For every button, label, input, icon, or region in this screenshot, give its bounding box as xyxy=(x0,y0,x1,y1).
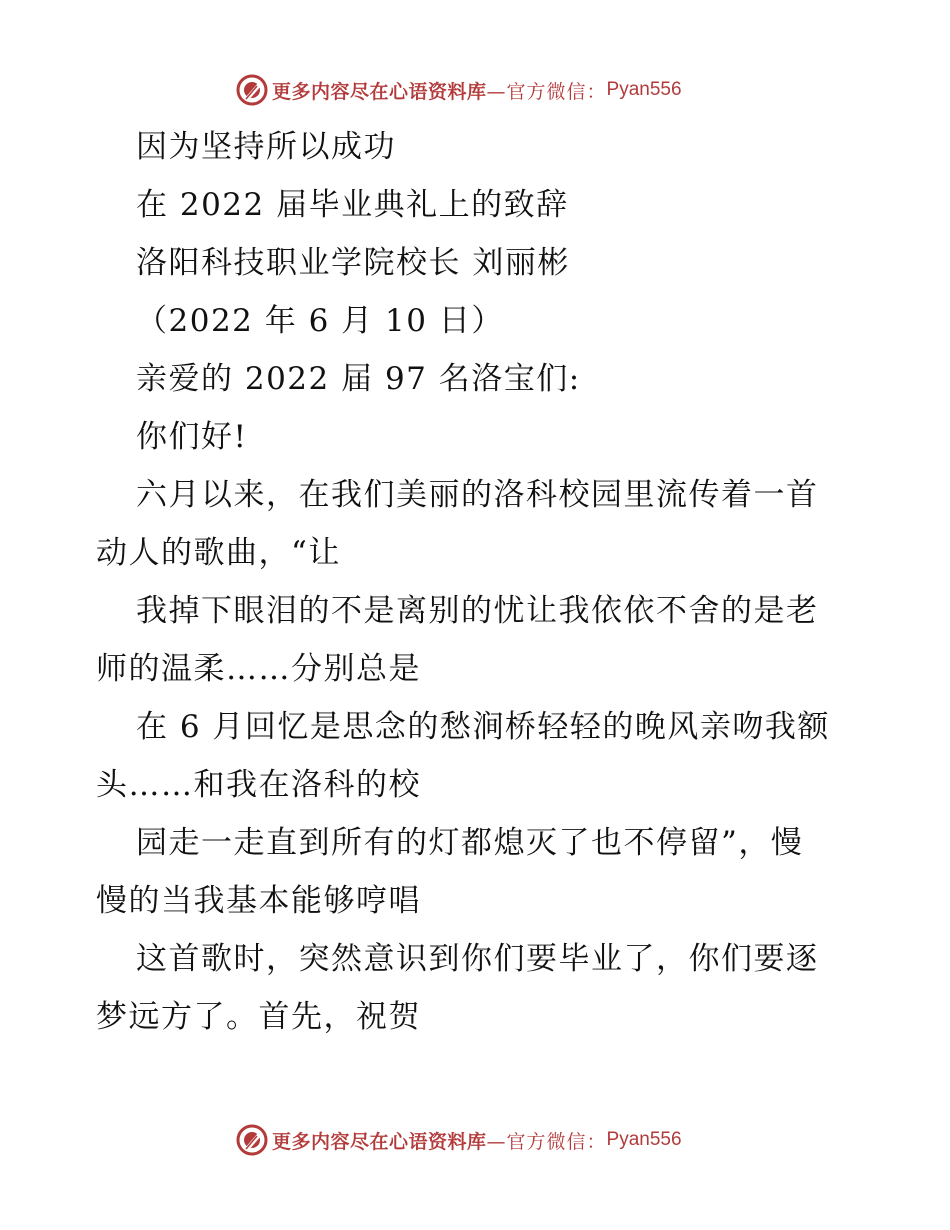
body-line: 我掉下眼泪的不是离别的忧让我依依不舍的是老 xyxy=(136,593,819,629)
greeting: 你们好! xyxy=(136,419,248,455)
footer-watermark xyxy=(236,1123,682,1157)
pen-logo-icon xyxy=(236,1124,268,1156)
salutation: 亲爱的 2022 届 97 名洛宝们: xyxy=(136,361,581,397)
document-body xyxy=(96,118,856,1046)
body-line: 动人的歌曲，“让 xyxy=(96,535,341,571)
speech-subtitle: 在 2022 届毕业典礼上的致辞 xyxy=(136,187,569,223)
speech-title: 因为坚持所以成功 xyxy=(136,129,396,165)
watermark-account: Pyan556 xyxy=(606,79,682,100)
watermark-official-label: —官方微信： xyxy=(486,80,607,103)
header-watermark xyxy=(236,73,682,107)
speech-date: （2022 年 6 月 10 日） xyxy=(136,303,504,339)
pen-logo-icon xyxy=(236,74,268,106)
speech-author: 洛阳科技职业学院校长 刘丽彬 xyxy=(136,245,570,281)
body-line: 师的温柔……分别总是 xyxy=(96,651,421,687)
body-line: 头……和我在洛科的校 xyxy=(96,767,421,803)
body-line: 园走一走直到所有的灯都熄灭了也不停留”，慢 xyxy=(136,825,804,861)
watermark-official-label: —官方微信： xyxy=(486,1130,607,1153)
watermark-brand: 更多内容尽在心语资料库 xyxy=(272,1130,487,1153)
body-line: 六月以来，在我们美丽的洛科校园里流传着一首 xyxy=(136,477,819,513)
body-line: 在 6 月回忆是思念的愁涧桥轻轻的晚风亲吻我额 xyxy=(136,709,830,745)
watermark-brand: 更多内容尽在心语资料库 xyxy=(272,80,487,103)
body-line: 慢的当我基本能够哼唱 xyxy=(96,883,421,919)
watermark-account: Pyan556 xyxy=(606,1129,682,1150)
body-line: 梦远方了。首先，祝贺 xyxy=(96,999,421,1035)
body-line: 这首歌时，突然意识到你们要毕业了，你们要逐 xyxy=(136,941,819,977)
